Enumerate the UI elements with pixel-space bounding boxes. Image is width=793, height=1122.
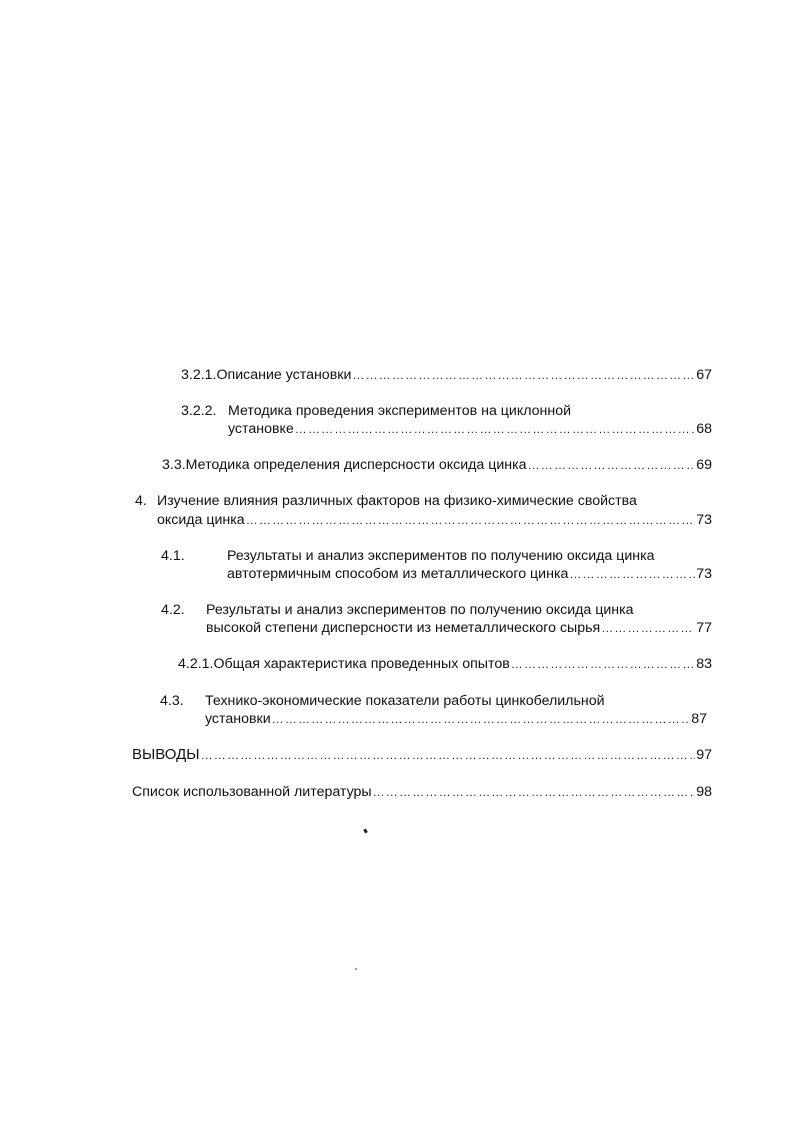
toc-number: 4. [135, 493, 147, 509]
leader-dots [201, 746, 696, 764]
toc-title: Результаты и анализ экспериментов по получению оксида цинка [206, 602, 634, 618]
toc-page-number: 68 [696, 421, 712, 437]
toc-page-number: 97 [696, 747, 712, 763]
toc-title: Список использованной литературы [132, 784, 372, 800]
toc-number: 3.2.1. [181, 367, 217, 383]
leader-dots [601, 619, 695, 637]
toc-page-number: 83 [696, 656, 712, 672]
toc-page-number: 87 [691, 711, 707, 727]
toc-title: Описание установки [216, 367, 352, 383]
toc-entry-3-2-2-line2[interactable] [228, 420, 712, 438]
toc-title: Общая характеристика проведенных опытов [213, 656, 510, 672]
toc-number: 4.2.1. [178, 656, 214, 672]
toc-page-number: 73 [696, 512, 712, 528]
toc-title: Результаты и анализ экспериментов по получению оксида цинка [227, 548, 655, 564]
leader-dots [373, 783, 696, 801]
leader-dots [511, 655, 695, 673]
toc-page-number: 69 [696, 457, 712, 473]
toc-title: ВЫВОДЫ [132, 746, 200, 763]
toc-page-number: 67 [696, 367, 712, 383]
leader-dots [352, 366, 695, 384]
leader-dots [569, 565, 695, 583]
leader-dots [272, 710, 691, 728]
toc-title-continued: оксида цинка [157, 512, 245, 528]
toc-entry-3-3[interactable] [162, 456, 712, 474]
toc-title: Изучение влияния различных факторов на физико-химические свойства [157, 493, 637, 509]
toc-title-continued: установки [205, 711, 271, 727]
scan-speck [355, 968, 358, 971]
toc-number: 4.3. [160, 693, 184, 709]
toc-number: 3.3. [162, 457, 186, 473]
toc-title-continued: установке [228, 421, 294, 437]
toc-page-number: 73 [696, 566, 712, 582]
scan-speck [363, 829, 368, 834]
toc-title-continued: автотермичным способом из металлического цинка [227, 566, 569, 582]
toc-number: 3.2.2. [181, 403, 217, 419]
toc-entry-3-2-2-line1[interactable] [181, 402, 571, 420]
toc-title: Методика проведения экспериментов на циклонной [228, 403, 572, 419]
toc-title: Технико-экономические показатели работы цинкобелильной [205, 693, 605, 709]
toc-page-number: 98 [696, 784, 712, 800]
toc-entry-4-1-line1[interactable] [161, 547, 655, 565]
toc-entry-conclusions[interactable] [132, 746, 712, 764]
toc-number: 4.2. [161, 602, 185, 618]
leader-dots [528, 456, 696, 474]
toc-entry-4-2-1[interactable] [178, 655, 712, 673]
toc-entry-4-line1[interactable] [135, 492, 637, 510]
toc-entry-3-2-1[interactable] [181, 366, 712, 384]
toc-entry-4-3-line1[interactable] [160, 692, 605, 710]
toc-title-continued: высокой степени дисперсности из неметаллического сырья [206, 620, 601, 636]
toc-entry-4-3-line2[interactable] [205, 710, 707, 728]
toc-entry-4-1-line2[interactable] [227, 565, 712, 583]
leader-dots [246, 511, 696, 529]
leader-dots [295, 420, 695, 438]
toc-entry-4-line2[interactable] [157, 511, 712, 529]
toc-entry-4-2-line1[interactable] [161, 601, 634, 619]
toc-entry-references[interactable] [132, 783, 712, 801]
toc-entry-4-2-line2[interactable] [206, 619, 712, 637]
toc-page-number: 77 [696, 620, 712, 636]
toc-number: 4.1. [161, 548, 185, 564]
toc-title: Методика определения дисперсности оксида цинка [185, 457, 527, 473]
